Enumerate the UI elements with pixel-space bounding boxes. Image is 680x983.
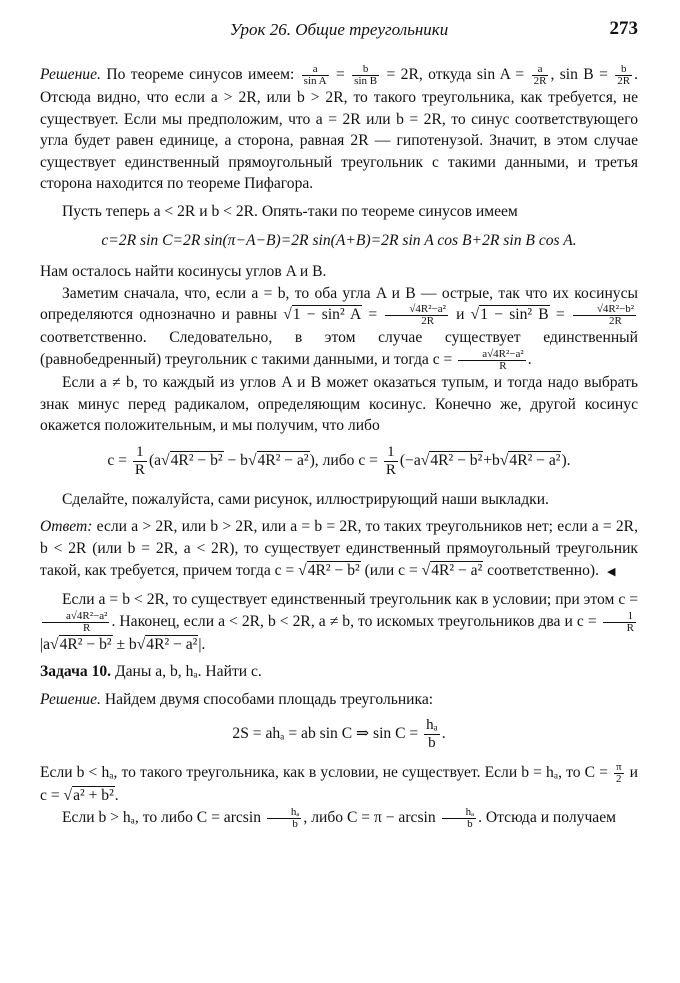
page-header bbox=[40, 18, 638, 48]
page-body bbox=[40, 64, 638, 830]
fraction: $\frac{\pi}{2}$ bbox=[615, 761, 622, 786]
fraction: $\frac{\text{a√4R²−a²}}{R}$ bbox=[42, 611, 109, 634]
paragraph-4: Заметим сначала, что, если a = b, то оба угла A и B — острые, так что их косинусы определяются однозначно и равны √1 − sin² A = $\frac{\text{√4R²−a²}}{2R}$ и √1 − sin² B = $\frac{\text{√4R²−b²}}{2R}$ соответственно. Следовательно, в этом случае существует единственный (равнобедренный) треугольник с такими данными, и тогда c = $\frac{\text{a√4R²−a²}}{R}$ . bbox=[40, 284, 638, 372]
paragraph-9: Если b < hₐ, то такого треугольника, как в условии, не существует. Если b = hₐ, то C = $\frac{\pi}{2}$ и c = √a² + b². bbox=[40, 761, 638, 805]
running-title: Урок 26. Общие треугольники bbox=[229, 20, 449, 39]
paragraph-3: Нам осталось найти косинусы углов A и B. bbox=[40, 263, 327, 281]
paragraph-10: Если b > hₐ, то либо C = arcsin $\frac{\text{hₐ}}{b}$ , либо C = π − arcsin $\frac{\text{hₐ}}{b}$ . Отсюда и получаем bbox=[62, 806, 617, 831]
solution-label: Решение. bbox=[40, 66, 101, 84]
task-10-heading: Задача 10. Даны a, b, hₐ. Найти c. bbox=[40, 663, 262, 681]
solution-label: Решение. bbox=[40, 690, 101, 708]
solution-paragraph-1: Решение. По теореме синусов имеем: $\frac{a}{\text{sin A}}$ = $\frac{b}{\text{sin B}}$ = 2R, откуда sin A = $\frac{a}{2R}$ , sin B = $\frac{b}{2R}$ . Отсюда видно, что если a > 2R, или b > 2R, то такого треугольника, как требуется, не существует. Если мы предположим, что a = 2R или b = 2R, то синус соответствующего угла будет равен единице, а сторона, равная 2R — гипотенузой. Значит, в этом случае существует единственный прямоугольный треугольник с такими данными, и третья сторона находится по теореме Пифагора. bbox=[40, 63, 639, 193]
end-of-solution-icon: ◀ bbox=[607, 565, 616, 578]
fraction: $\frac{\text{√4R²−a²}}{2R}$ bbox=[385, 304, 448, 327]
page-number: 273 bbox=[609, 18, 638, 39]
task-label: Задача 10. bbox=[40, 663, 112, 681]
fraction: $\frac{b}{\text{sin B}}$ bbox=[354, 63, 378, 87]
formula-two-cases: c = $\frac{1}{R}$ (a√4R² − b² − b√4R² − a²), либо c = $\frac{1}{R}$ (−a√4R² − b²+b√4R² − a²). bbox=[107, 443, 571, 478]
fraction: $\frac{\text{hₐ}}{b}$ bbox=[442, 807, 477, 830]
fraction: $\frac{1}{R}$ bbox=[385, 443, 396, 478]
paragraph-5: Если a ≠ b, то каждый из углов A и B может оказаться тупым, и тогда надо выбрать знак минус перед радикалом, определяющим косинус. Конечно же, другой косинус окажется положительным, и мы получим, что либо bbox=[40, 373, 638, 435]
fraction: $\frac{\text{√4R²−b²}}{2R}$ bbox=[573, 304, 636, 327]
fraction: $\frac{\text{a√4R²−a²}}{R}$ bbox=[458, 349, 525, 372]
fraction: $\frac{1}{R}$ bbox=[603, 611, 636, 634]
fraction: $\frac{a}{2R}$ bbox=[533, 63, 547, 87]
fraction: $\frac{\text{hₐ}}{b}$ bbox=[267, 807, 302, 830]
paragraph-6: Сделайте, пожалуйста, сами рисунок, иллюстрирующий наши выкладки. bbox=[62, 490, 549, 508]
solution-paragraph-2: Решение. Найдем двумя способами площадь треугольника: bbox=[40, 690, 434, 708]
fraction: $\frac{1}{R}$ bbox=[134, 443, 145, 478]
answer-paragraph: Ответ: если a > 2R, или b > 2R, или a = b = 2R, то таких треугольников нет; если a = 2R, b < 2R (или b = 2R, a < 2R), то существует единственный прямоугольный треугольник такой, как требуется, причем тогда c = √4R² − b² (или c = √4R² − a² соответственно). ◀ bbox=[40, 518, 638, 579]
fraction: $\frac{a}{\text{sin A}}$ bbox=[303, 63, 327, 87]
paragraph-2: Пусть теперь a < 2R и b < 2R. Опять-таки по теореме синусов имеем bbox=[62, 202, 518, 220]
paragraph-7: Если a = b < 2R, то существует единственный треугольник как в условии; при этом c = $\frac{\text{a√4R²−a²}}{R}$ . Наконец, если a < 2R, b < 2R, a ≠ b, то искомых треугольников два и c = $\frac{1}{R}$ |a√4R² − b² ± b√4R² − a²|. bbox=[40, 591, 638, 653]
fraction: $\frac{\text{hₐ}}{b}$ bbox=[426, 717, 438, 752]
formula-area: 2S = ahₐ = ab sin C ⇒ sin C = $\frac{\text{hₐ}}{b}$ . bbox=[232, 717, 446, 752]
fraction: $\frac{b}{2R}$ bbox=[617, 63, 631, 87]
formula-sine-law: c=2R sin C=2R sin(π−A−B)=2R sin(A+B)=2R sin A cos B+2R sin B cos A. bbox=[101, 231, 577, 249]
answer-label: Ответ: bbox=[40, 518, 93, 536]
